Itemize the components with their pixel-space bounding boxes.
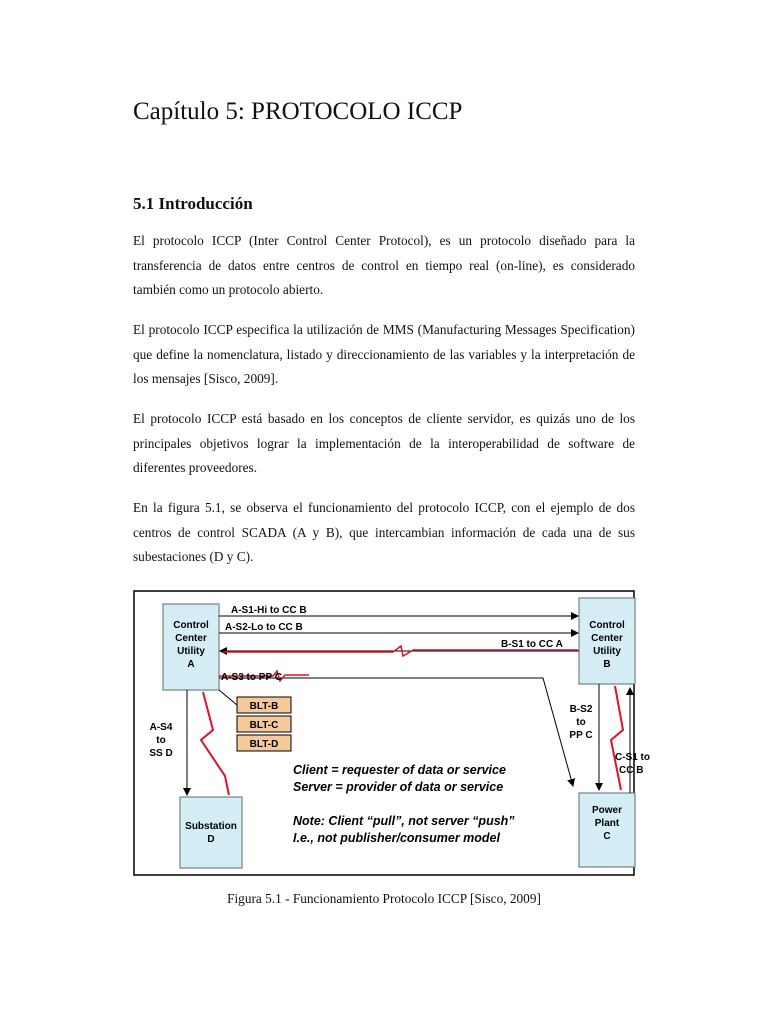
label-a-s4-2: to <box>156 735 166 746</box>
power-plant-line-1: Power <box>591 805 623 816</box>
blt-d-label: BLT-D <box>249 739 279 750</box>
substation-line-2: D <box>207 834 215 845</box>
label-b-s1: B-S1 to CC A <box>501 639 563 650</box>
label-b-s2-3: PP C <box>569 730 593 741</box>
label-a-s1: A-S1-Hi to CC B <box>231 605 307 616</box>
chapter-title: Capítulo 5: PROTOCOLO ICCP <box>133 98 463 125</box>
label-b-s2-1: B-S2 <box>569 704 593 715</box>
paragraph-3: El protocolo ICCP está basado en los conceptos de cliente servidor, es quizás uno de los principales objetivos lograr la implementación de la interoperabilidad de software de diferentes proveedores. <box>133 411 635 475</box>
cc-a-line-1: Control <box>173 620 209 631</box>
power-plant-line-2: Plant <box>594 818 620 829</box>
label-b-s2-2: to <box>576 717 586 728</box>
note-pull: Note: Client “pull”, not server “push” <box>293 814 515 828</box>
note-model: I.e., not publisher/consumer model <box>293 831 500 845</box>
substation-d-box <box>180 797 242 868</box>
blt-b-label: BLT-B <box>249 701 279 712</box>
cc-b-line-1: Control <box>589 620 625 631</box>
cc-b-line-4: B <box>603 659 611 670</box>
paragraph-2: El protocolo ICCP especifica la utilización de MMS (Manufacturing Messages Specification) que define la nomenclatura, listado y direccionamiento de las variables y la interpretación de los mensajes [Sisco, 2009]. <box>133 322 635 386</box>
power-plant-line-3: C <box>603 831 611 842</box>
blt-c-label: BLT-C <box>249 720 279 731</box>
cc-a-line-2: Center <box>175 633 207 644</box>
label-a-s4-1: A-S4 <box>149 722 173 733</box>
paragraph-1: El protocolo ICCP (Inter Control Center Protocol), es un protocolo diseñado para la transferencia de datos entre centros de control en tiempo real (on-line), es considerado también como un protocolo abierto. <box>133 233 635 297</box>
figure-caption: Figura 5.1 - Funcionamiento Protocolo ICCP [Sisco, 2009] <box>227 891 541 906</box>
note-client: Client = requester of data or service <box>293 763 506 777</box>
iccp-diagram-svg <box>133 590 650 876</box>
note-server: Server = provider of data or service <box>293 780 504 794</box>
paragraph-4: En la figura 5.1, se observa el funcionamiento del protocolo ICCP, con el ejemplo de dos centros de control SCADA (A y B), que intercambian información de cada una de sus subestaciones (D y C). <box>133 500 635 564</box>
label-c-s1-1: C-S1 to <box>615 752 650 763</box>
substation-line-1: Substation <box>185 821 237 832</box>
iccp-diagram <box>133 590 650 876</box>
label-a-s3: A-S3 to PP C <box>221 672 282 683</box>
cc-b-line-2: Center <box>591 633 623 644</box>
label-c-s1-2: CC B <box>619 765 644 776</box>
cc-a-line-3: Utility <box>177 646 205 657</box>
cc-a-line-4: A <box>187 659 195 670</box>
label-a-s4-3: SS D <box>149 748 173 759</box>
section-heading: 5.1 Introducción <box>133 194 253 213</box>
label-a-s2: A-S2-Lo to CC B <box>225 622 303 633</box>
cc-b-line-3: Utility <box>593 646 621 657</box>
